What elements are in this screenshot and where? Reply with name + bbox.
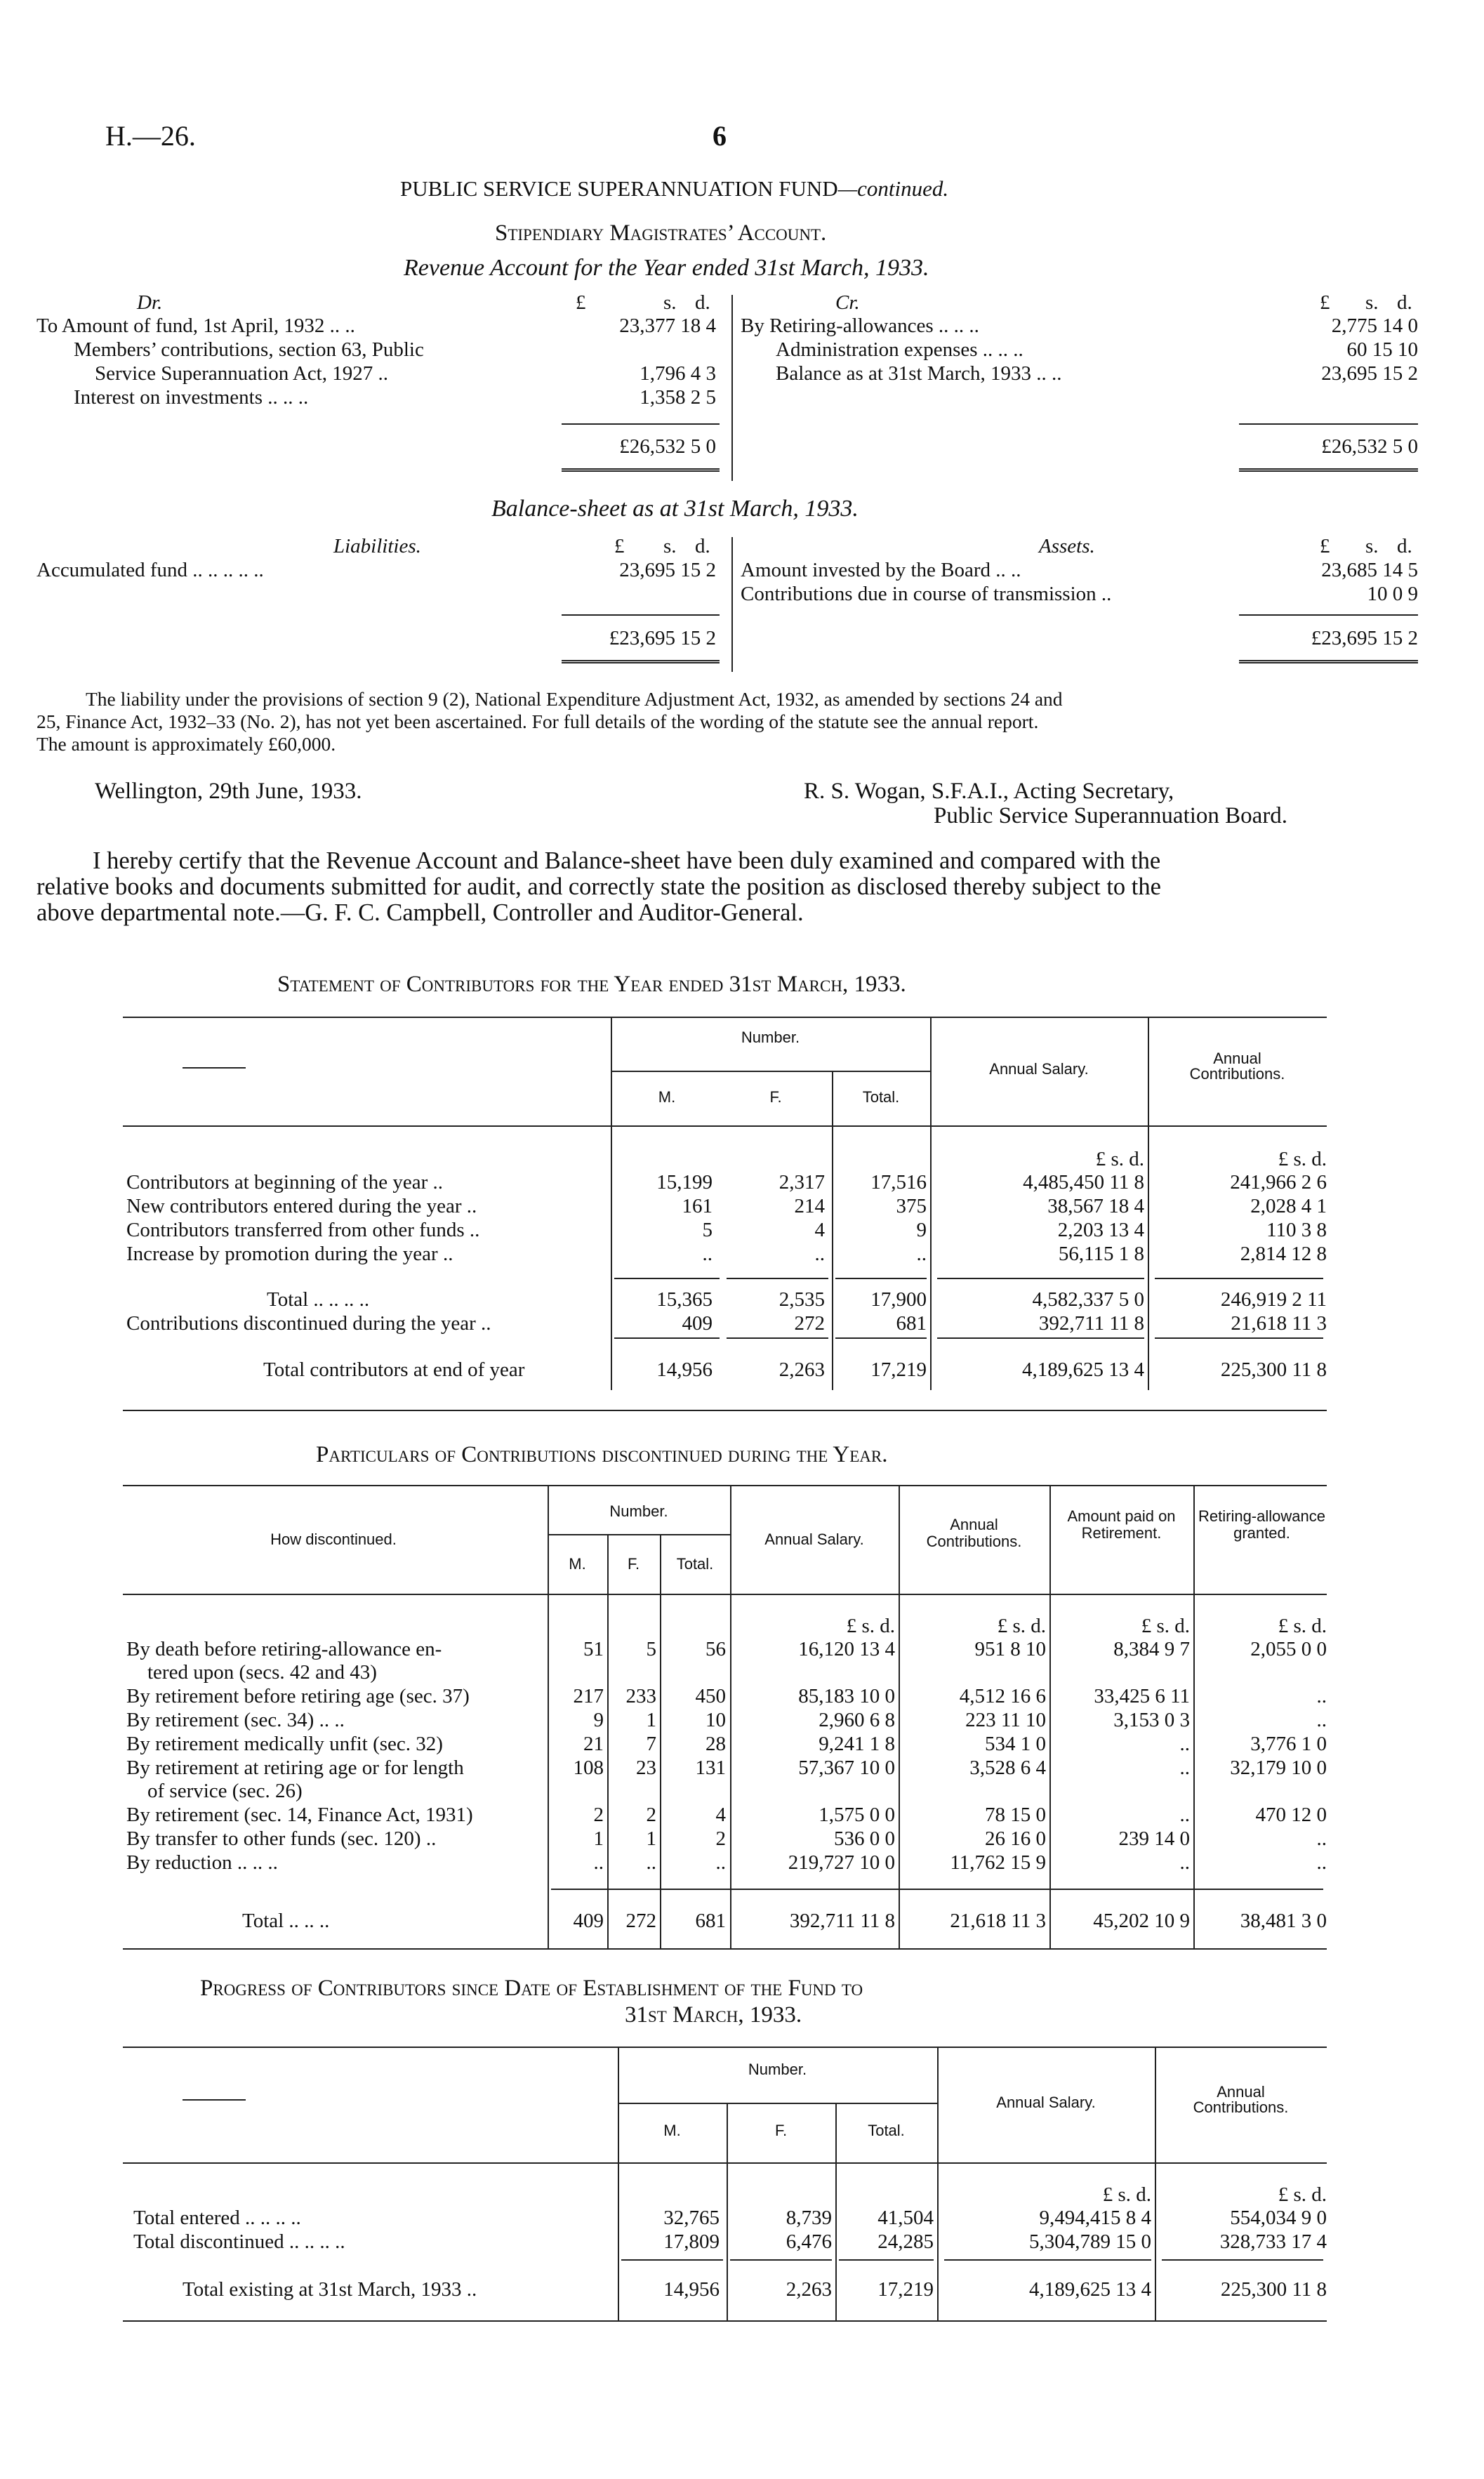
particulars-row-male: .. bbox=[593, 1851, 604, 1874]
particulars-row-amount-paid: 8,384 9 7 bbox=[1113, 1638, 1190, 1660]
particulars-row-salary: 2,960 6 8 bbox=[819, 1709, 895, 1731]
statement-row-female: 272 bbox=[794, 1312, 825, 1335]
particulars-row-male: 51 bbox=[583, 1638, 604, 1660]
particulars-row-amount-paid: .. bbox=[1179, 1851, 1190, 1874]
certificate-line: I hereby certify that the Revenue Account and Balance-sheet have been duly examined and compared with the bbox=[93, 847, 1161, 874]
revenue-right-amount: 2,775 14 0 bbox=[1331, 315, 1418, 337]
particulars-row-retiring-allowance: .. bbox=[1316, 1709, 1327, 1731]
particulars-row-retiring-allowance: 3,776 1 0 bbox=[1250, 1733, 1327, 1755]
balance-total-left: £23,695 15 2 bbox=[609, 627, 716, 649]
note-line: 25, Finance Act, 1932–33 (No. 2), has not yet been ascertained. For full details of the wording of the statute see the annual report. bbox=[37, 710, 1039, 732]
revenue-total-right: £26,532 5 0 bbox=[1321, 435, 1418, 458]
document-ref: H.—26. bbox=[105, 120, 196, 152]
particulars-row-contributions: 11,762 15 9 bbox=[950, 1851, 1046, 1874]
particulars-row-contributions: 3,528 6 4 bbox=[969, 1757, 1046, 1779]
balance-right-amount: 10 0 9 bbox=[1367, 583, 1418, 605]
rule bbox=[562, 423, 720, 425]
statement-row-contributions: 2,028 4 1 bbox=[1250, 1195, 1327, 1217]
table-divider bbox=[899, 1485, 900, 1948]
particulars-row-contributions: 21,618 11 3 bbox=[950, 1910, 1046, 1932]
statement-row-total: 681 bbox=[896, 1312, 927, 1335]
right-currency-pence: d. bbox=[1397, 535, 1412, 557]
male-header: M. bbox=[663, 2122, 681, 2139]
assets-label: Assets. bbox=[1039, 535, 1095, 557]
rule bbox=[1162, 2259, 1323, 2261]
table-divider bbox=[1049, 1485, 1051, 1948]
statement-row-salary: 56,115 1 8 bbox=[1058, 1243, 1144, 1265]
rule bbox=[183, 2099, 246, 2101]
rule bbox=[839, 2259, 934, 2261]
progress-row-female: 6,476 bbox=[786, 2230, 832, 2253]
progress-row-label: Total existing at 31st March, 1933 .. bbox=[183, 2278, 477, 2301]
statement-row-male: .. bbox=[702, 1243, 713, 1265]
revenue-divider bbox=[731, 295, 733, 481]
progress-row-salary: 5,304,789 15 0 bbox=[1029, 2230, 1151, 2253]
progress-row-female: 2,263 bbox=[786, 2278, 832, 2301]
particulars-row-contributions: 534 1 0 bbox=[985, 1733, 1046, 1755]
rule bbox=[123, 1125, 1327, 1127]
left-currency-shillings: s. bbox=[663, 535, 677, 557]
amount-currency: £ s. d. bbox=[1141, 1615, 1190, 1637]
salary-header: Annual Salary. bbox=[764, 1531, 864, 1548]
particulars-row-label: By transfer to other funds (sec. 120) .. bbox=[126, 1827, 437, 1850]
fund-title-continued: —continued. bbox=[837, 176, 949, 201]
statement-row-salary: 4,582,337 5 0 bbox=[1032, 1288, 1144, 1311]
rule bbox=[548, 1534, 730, 1535]
revenue-total-left: £26,532 5 0 bbox=[619, 435, 716, 458]
rule bbox=[618, 2103, 937, 2104]
rule bbox=[562, 660, 720, 663]
right-currency-pence: d. bbox=[1397, 291, 1412, 314]
particulars-row-male: 21 bbox=[583, 1733, 604, 1755]
particulars-row-salary: 392,711 11 8 bbox=[789, 1910, 895, 1932]
particulars-row-retiring-allowance: 2,055 0 0 bbox=[1250, 1638, 1327, 1660]
rule bbox=[562, 468, 720, 472]
particulars-row-contributions: 4,512 16 6 bbox=[959, 1685, 1046, 1707]
statement-row-contributions: 241,966 2 6 bbox=[1230, 1171, 1327, 1194]
contributions-header-line2: Contributions. bbox=[1193, 2098, 1289, 2116]
departmental-note bbox=[37, 688, 1063, 755]
particulars-row-total: 131 bbox=[695, 1757, 726, 1779]
left-currency-pence: d. bbox=[695, 291, 710, 314]
particulars-row-label: By retirement before retiring age (sec. 37) bbox=[126, 1685, 470, 1707]
female-header: F. bbox=[774, 2122, 788, 2139]
contributions-header: Annual Contributions. bbox=[926, 1516, 1022, 1550]
audit-certificate bbox=[37, 848, 1161, 926]
number-header: Number. bbox=[741, 1029, 800, 1046]
statement-row-total: 375 bbox=[896, 1195, 927, 1217]
particulars-row-retiring-allowance: .. bbox=[1316, 1851, 1327, 1874]
particulars-row-male: 2 bbox=[593, 1804, 604, 1826]
rule bbox=[1239, 660, 1418, 663]
rule bbox=[123, 1948, 1327, 1950]
certificate-line: relative books and documents submitted for audit, and correctly state the position as disclosed thereby subject to the bbox=[37, 873, 1161, 900]
total-header: Total. bbox=[862, 1088, 900, 1106]
statement-row-female: 4 bbox=[814, 1219, 825, 1241]
male-header: M. bbox=[569, 1555, 586, 1573]
female-header: F. bbox=[627, 1555, 640, 1573]
revenue-left-item: Members’ contributions, section 63, Public bbox=[74, 338, 424, 361]
particulars-row-label: By retirement (sec. 34) .. .. bbox=[126, 1709, 345, 1731]
statement-row-label: Contributions discontinued during the year .. bbox=[126, 1312, 491, 1335]
right-currency-pounds: £ bbox=[1320, 535, 1330, 557]
statement-row-total: 17,900 bbox=[870, 1288, 927, 1311]
progress-row-salary: 9,494,415 8 4 bbox=[1039, 2207, 1151, 2229]
statement-row-male: 409 bbox=[682, 1312, 713, 1335]
balance-title: Balance-sheet as at 31st March, 1933. bbox=[491, 496, 859, 522]
statement-row-label: Total .. .. .. .. bbox=[267, 1288, 370, 1311]
particulars-row-amount-paid: .. bbox=[1179, 1733, 1190, 1755]
how-discontinued-header: How discontinued. bbox=[270, 1531, 397, 1548]
rule bbox=[730, 2259, 832, 2261]
amount-paid-header: Amount paid on Retirement. bbox=[1067, 1507, 1176, 1542]
particulars-row-female: 2 bbox=[646, 1804, 656, 1826]
particulars-row-female: 23 bbox=[636, 1757, 656, 1779]
balance-right-item: Contributions due in course of transmission .. bbox=[741, 583, 1112, 605]
particulars-row-amount-paid: 239 14 0 bbox=[1118, 1827, 1190, 1850]
table-divider bbox=[730, 1485, 731, 1948]
statement-row-label: Total contributors at end of year bbox=[263, 1359, 525, 1381]
total-header: Total. bbox=[676, 1555, 714, 1573]
balance-right-amount: 23,685 14 5 bbox=[1321, 559, 1418, 581]
statement-row-female: .. bbox=[814, 1243, 825, 1265]
particulars-row-contributions: 26 16 0 bbox=[985, 1827, 1046, 1850]
statement-row-salary: 4,189,625 13 4 bbox=[1022, 1359, 1144, 1381]
revenue-right-item: Balance as at 31st March, 1933 .. .. bbox=[776, 362, 1062, 385]
rule bbox=[611, 1071, 930, 1072]
statement-row-salary: 4,485,450 11 8 bbox=[1023, 1171, 1144, 1194]
certificate-line: above departmental note.—G. F. C. Campbell, Controller and Auditor-General. bbox=[37, 899, 804, 926]
salary-header: Annual Salary. bbox=[996, 2094, 1096, 2111]
particulars-row-label: By retirement medically unfit (sec. 32) bbox=[126, 1733, 443, 1755]
rule bbox=[614, 1337, 720, 1339]
retiring-currency: £ s. d. bbox=[1278, 1615, 1327, 1637]
right-currency-shillings: s. bbox=[1365, 535, 1379, 557]
particulars-row-total: 450 bbox=[695, 1685, 726, 1707]
balance-left-item: Accumulated fund .. .. .. .. .. bbox=[37, 559, 264, 581]
table-divider bbox=[1193, 1485, 1195, 1948]
progress-row-label: Total discontinued .. .. .. .. bbox=[133, 2230, 345, 2253]
revenue-left-amount: 1,358 2 5 bbox=[640, 386, 716, 409]
left-currency-shillings: s. bbox=[663, 291, 677, 314]
particulars-row-contributions: 223 11 10 bbox=[965, 1709, 1046, 1731]
particulars-row-male: 108 bbox=[573, 1757, 604, 1779]
particulars-row-male: 409 bbox=[573, 1910, 604, 1932]
revenue-left-amount: 23,377 18 4 bbox=[619, 315, 716, 337]
particulars-row-salary: 536 0 0 bbox=[834, 1827, 895, 1850]
right-currency-pounds: £ bbox=[1320, 291, 1330, 314]
rule bbox=[1239, 614, 1418, 616]
balance-right-item: Amount invested by the Board .. .. bbox=[741, 559, 1021, 581]
particulars-row-retiring-allowance: 38,481 3 0 bbox=[1240, 1910, 1327, 1932]
particulars-row-retiring-allowance: 32,179 10 0 bbox=[1230, 1757, 1327, 1779]
statement-row-contributions: 21,618 11 3 bbox=[1231, 1312, 1327, 1335]
contributions-header-line2: Contributions. bbox=[1189, 1065, 1285, 1083]
progress-title-line2: 31st March, 1933. bbox=[625, 2002, 802, 2028]
rule bbox=[1239, 423, 1418, 425]
particulars-row-salary: 85,183 10 0 bbox=[798, 1685, 895, 1707]
revenue-right-amount: 60 15 10 bbox=[1346, 338, 1418, 361]
rule bbox=[123, 2162, 1327, 2164]
particulars-row-label: By death before retiring-allowance en- bbox=[126, 1638, 442, 1660]
revenue-right-amount: 23,695 15 2 bbox=[1321, 362, 1418, 385]
statement-row-male: 15,199 bbox=[656, 1171, 713, 1194]
particulars-row-salary: 1,575 0 0 bbox=[819, 1804, 895, 1826]
cr-label: Cr. bbox=[835, 291, 860, 314]
particulars-row-salary: 219,727 10 0 bbox=[788, 1851, 895, 1874]
progress-row-contributions: 554,034 9 0 bbox=[1230, 2207, 1327, 2229]
place-date: Wellington, 29th June, 1933. bbox=[95, 779, 362, 804]
particulars-row-total: .. bbox=[715, 1851, 726, 1874]
rule bbox=[621, 2259, 723, 2261]
contributions-currency: £ s. d. bbox=[997, 1615, 1046, 1637]
contributions-header-line1: Annual bbox=[1213, 1050, 1261, 1067]
progress-row-male: 32,765 bbox=[663, 2207, 720, 2229]
statement-row-male: 14,956 bbox=[656, 1359, 713, 1381]
table-divider bbox=[937, 2047, 939, 2320]
statement-row-label: Contributors at beginning of the year .. bbox=[126, 1171, 444, 1194]
particulars-row-retiring-allowance: .. bbox=[1316, 1685, 1327, 1707]
particulars-row-label: By retirement (sec. 14, Finance Act, 1931) bbox=[126, 1804, 473, 1826]
number-header: Number. bbox=[748, 2061, 807, 2078]
particulars-row-female: 5 bbox=[646, 1638, 656, 1660]
statement-row-contributions: 110 3 8 bbox=[1266, 1219, 1327, 1241]
statement-row-salary: 2,203 13 4 bbox=[1057, 1219, 1144, 1241]
rule bbox=[123, 1485, 1327, 1486]
progress-row-male: 14,956 bbox=[663, 2278, 720, 2301]
rule bbox=[1239, 468, 1418, 472]
revenue-left-item: To Amount of fund, 1st April, 1932 .. .. bbox=[37, 315, 355, 337]
table-divider bbox=[618, 2047, 619, 2320]
progress-row-total: 24,285 bbox=[877, 2230, 934, 2253]
rule bbox=[551, 1889, 1323, 1890]
particulars-row-amount-paid: .. bbox=[1179, 1804, 1190, 1826]
particulars-row-amount-paid: 33,425 6 11 bbox=[1094, 1685, 1190, 1707]
particulars-row-total: 2 bbox=[715, 1827, 726, 1850]
particulars-row-amount-paid: 45,202 10 9 bbox=[1093, 1910, 1190, 1932]
salary-currency: £ s. d. bbox=[1102, 2183, 1151, 2206]
particulars-row-retiring-allowance: 470 12 0 bbox=[1255, 1804, 1327, 1826]
particulars-row-total: 10 bbox=[705, 1709, 726, 1731]
particulars-row-total: 28 bbox=[705, 1733, 726, 1755]
rule bbox=[944, 2259, 1151, 2261]
left-currency-pence: d. bbox=[695, 535, 710, 557]
total-header: Total. bbox=[868, 2122, 905, 2139]
fund-title bbox=[400, 177, 948, 201]
rule bbox=[614, 1278, 720, 1279]
account-title: Stipendiary Magistrates’ Account. bbox=[495, 220, 827, 246]
page-number: 6 bbox=[713, 120, 727, 152]
progress-row-label: Total entered .. .. .. .. bbox=[133, 2207, 301, 2229]
particulars-row-amount-paid: .. bbox=[1179, 1757, 1190, 1779]
revenue-left-amount: 1,796 4 3 bbox=[640, 362, 716, 385]
statement-row-total: 17,219 bbox=[870, 1359, 927, 1381]
progress-title-line1: Progress of Contributors since Date of Establishment of the Fund to bbox=[200, 1976, 863, 2001]
progress-row-salary: 4,189,625 13 4 bbox=[1029, 2278, 1151, 2301]
particulars-row-male: 1 bbox=[593, 1827, 604, 1850]
contributions-header-line1: Annual bbox=[1217, 2083, 1265, 2101]
progress-row-male: 17,809 bbox=[663, 2230, 720, 2253]
particulars-row-salary: 9,241 1 8 bbox=[819, 1733, 895, 1755]
rule bbox=[1155, 1278, 1323, 1279]
particulars-row-total: 4 bbox=[715, 1804, 726, 1826]
statement-row-total: 9 bbox=[916, 1219, 927, 1241]
statement-row-contributions: 246,919 2 11 bbox=[1220, 1288, 1327, 1311]
particulars-row-label: By reduction .. .. .. bbox=[126, 1851, 278, 1874]
rule bbox=[937, 1278, 1144, 1279]
rule bbox=[727, 1278, 828, 1279]
particulars-row-female: .. bbox=[646, 1851, 656, 1874]
progress-row-total: 17,219 bbox=[877, 2278, 934, 2301]
signatory-line: R. S. Wogan, S.F.A.I., Acting Secretary, bbox=[804, 779, 1174, 804]
statement-row-label: New contributors entered during the year .. bbox=[126, 1195, 477, 1217]
statement-row-female: 2,317 bbox=[779, 1171, 825, 1194]
rule bbox=[123, 1017, 1327, 1018]
balance-left-amount: 23,695 15 2 bbox=[619, 559, 716, 581]
revenue-right-item: Administration expenses .. .. .. bbox=[776, 338, 1023, 361]
revenue-left-item: Interest on investments .. .. .. bbox=[74, 386, 309, 409]
rule bbox=[123, 2047, 1327, 2048]
statement-row-total: .. bbox=[916, 1243, 927, 1265]
statement-row-female: 2,535 bbox=[779, 1288, 825, 1311]
salary-currency: £ s. d. bbox=[846, 1615, 895, 1637]
liabilities-label: Liabilities. bbox=[333, 535, 421, 557]
rule bbox=[937, 1337, 1144, 1339]
particulars-title: Particulars of Contributions discontinued during the Year. bbox=[316, 1442, 888, 1467]
statement-row-male: 161 bbox=[682, 1195, 713, 1217]
fund-title-text: PUBLIC SERVICE SUPERANNUATION FUND bbox=[400, 176, 838, 201]
statement-row-salary: 392,711 11 8 bbox=[1038, 1312, 1144, 1335]
rule bbox=[562, 614, 720, 616]
statement-row-label: Contributors transferred from other funds .. bbox=[126, 1219, 480, 1241]
rule bbox=[1155, 1337, 1323, 1339]
particulars-row-label: By retirement at retiring age or for length bbox=[126, 1757, 464, 1779]
note-line: The amount is approximately £60,000. bbox=[37, 733, 336, 755]
particulars-row-label: Total .. .. .. bbox=[242, 1910, 330, 1932]
male-header: M. bbox=[658, 1088, 676, 1106]
rule bbox=[835, 1337, 927, 1339]
particulars-row-female: 272 bbox=[625, 1910, 656, 1932]
rule bbox=[123, 2320, 1327, 2322]
particulars-row-male: 217 bbox=[573, 1685, 604, 1707]
number-header: Number. bbox=[609, 1502, 668, 1520]
particulars-row-label-cont: of service (sec. 26) bbox=[147, 1780, 303, 1802]
statement-row-female: 2,263 bbox=[779, 1359, 825, 1381]
balance-total-right: £23,695 15 2 bbox=[1311, 627, 1418, 649]
particulars-row-contributions: 78 15 0 bbox=[985, 1804, 1046, 1826]
rule bbox=[123, 1594, 1327, 1595]
left-currency-pounds: £ bbox=[576, 291, 586, 314]
statement-row-male: 15,365 bbox=[656, 1288, 713, 1311]
progress-row-total: 41,504 bbox=[877, 2207, 934, 2229]
particulars-row-contributions: 951 8 10 bbox=[974, 1638, 1046, 1660]
right-currency-shillings: s. bbox=[1365, 291, 1379, 314]
left-currency-pounds: £ bbox=[614, 535, 625, 557]
statement-row-female: 214 bbox=[794, 1195, 825, 1217]
female-header: F. bbox=[769, 1088, 782, 1106]
revenue-title: Revenue Account for the Year ended 31st March, 1933. bbox=[404, 255, 929, 281]
revenue-right-item: By Retiring-allowances .. .. .. bbox=[741, 315, 979, 337]
particulars-row-retiring-allowance: .. bbox=[1316, 1827, 1327, 1850]
particulars-row-female: 233 bbox=[625, 1685, 656, 1707]
note-line: The liability under the provisions of section 9 (2), National Expenditure Adjustment Act, 1932, as amended by sections 24 and bbox=[86, 688, 1063, 710]
contributions-currency: £ s. d. bbox=[1278, 1148, 1327, 1170]
statement-row-male: 5 bbox=[702, 1219, 713, 1241]
rule bbox=[835, 1278, 927, 1279]
rule bbox=[183, 1067, 246, 1069]
rule bbox=[123, 1410, 1327, 1411]
particulars-row-female: 7 bbox=[646, 1733, 656, 1755]
statement-row-label: Increase by promotion during the year .. bbox=[126, 1243, 453, 1265]
statement-row-salary: 38,567 18 4 bbox=[1047, 1195, 1144, 1217]
revenue-left-item: Service Superannuation Act, 1927 .. bbox=[95, 362, 388, 385]
signatory-title: Public Service Superannuation Board. bbox=[934, 803, 1288, 828]
progress-row-contributions: 225,300 11 8 bbox=[1220, 2278, 1327, 2301]
salary-currency: £ s. d. bbox=[1095, 1148, 1144, 1170]
particulars-row-salary: 16,120 13 4 bbox=[798, 1638, 895, 1660]
particulars-row-female: 1 bbox=[646, 1709, 656, 1731]
particulars-row-total: 681 bbox=[695, 1910, 726, 1932]
statement-row-total: 17,516 bbox=[870, 1171, 927, 1194]
salary-header: Annual Salary. bbox=[989, 1060, 1089, 1078]
dr-label: Dr. bbox=[137, 291, 163, 314]
progress-row-contributions: 328,733 17 4 bbox=[1219, 2230, 1327, 2253]
particulars-row-total: 56 bbox=[705, 1638, 726, 1660]
rule bbox=[727, 1337, 828, 1339]
progress-row-female: 8,739 bbox=[786, 2207, 832, 2229]
retiring-allowance-header: Retiring-allowance granted. bbox=[1198, 1507, 1325, 1542]
particulars-row-label-cont: tered upon (secs. 42 and 43) bbox=[147, 1661, 377, 1684]
balance-divider bbox=[731, 537, 733, 672]
contributions-currency: £ s. d. bbox=[1278, 2183, 1327, 2206]
statement-row-contributions: 225,300 11 8 bbox=[1220, 1359, 1327, 1381]
table-divider bbox=[611, 1017, 612, 1390]
statement-row-contributions: 2,814 12 8 bbox=[1240, 1243, 1327, 1265]
statement-title: Statement of Contributors for the Year ended 31st March, 1933. bbox=[277, 972, 906, 997]
particulars-row-amount-paid: 3,153 0 3 bbox=[1113, 1709, 1190, 1731]
particulars-row-female: 1 bbox=[646, 1827, 656, 1850]
particulars-row-salary: 57,367 10 0 bbox=[798, 1757, 895, 1779]
particulars-row-male: 9 bbox=[593, 1709, 604, 1731]
